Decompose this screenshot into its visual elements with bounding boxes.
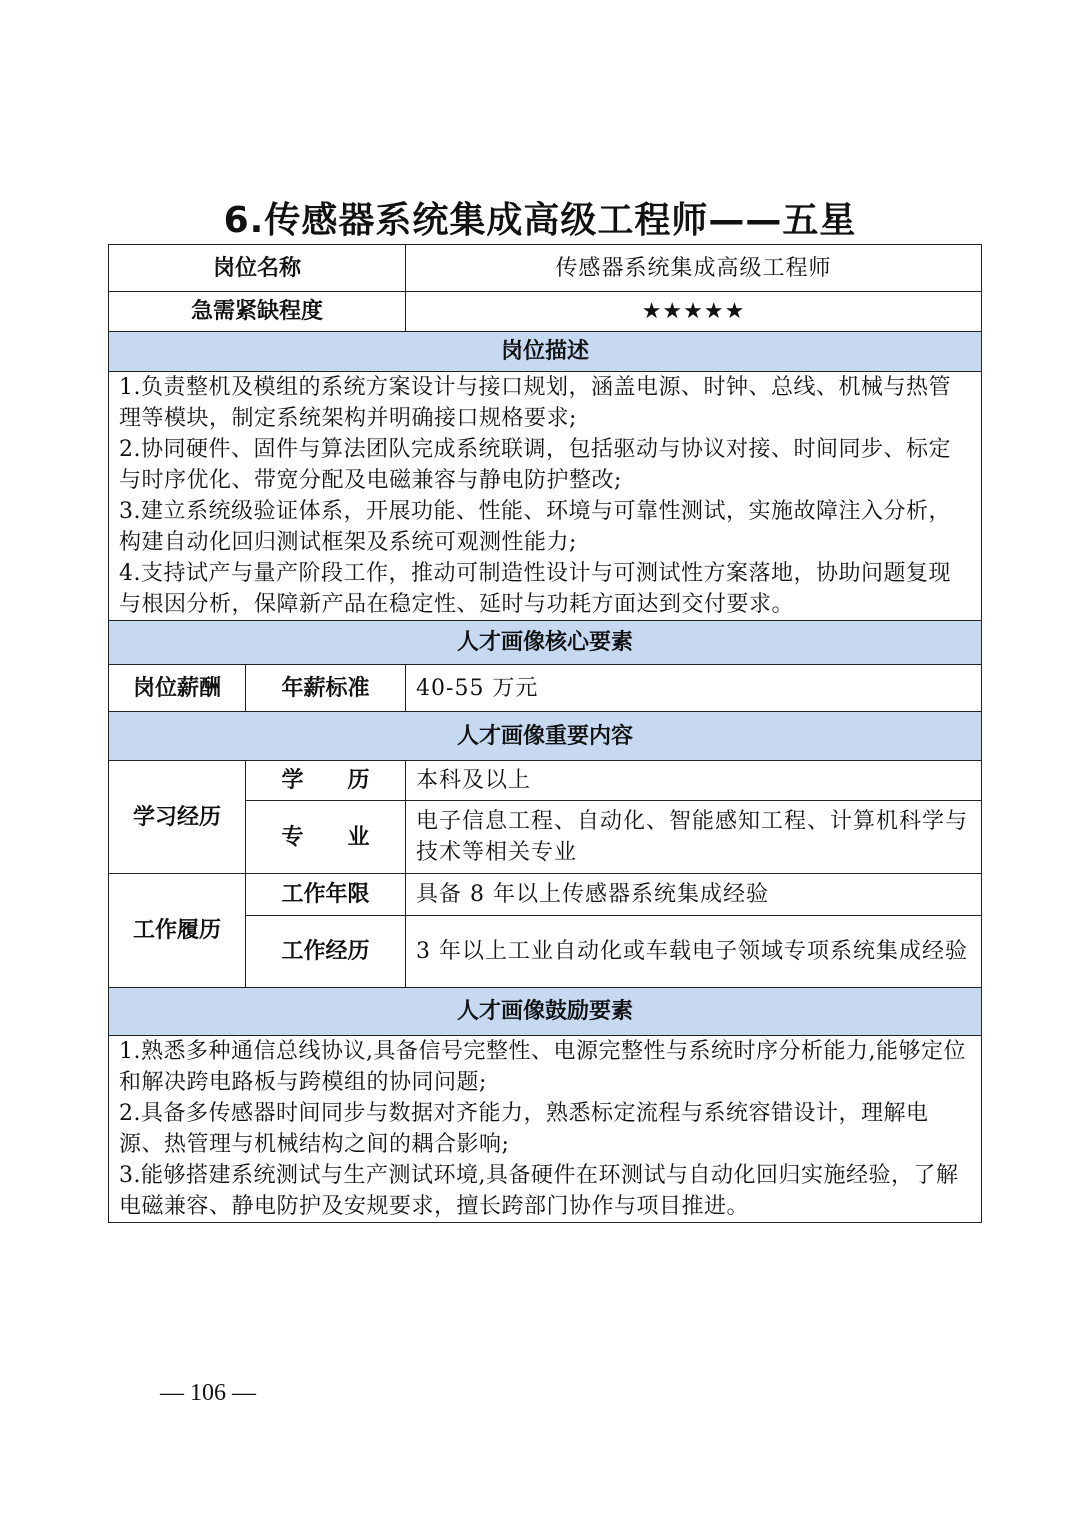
section-encourage: 人才画像鼓励要素	[109, 988, 982, 1036]
section-important-row	[109, 712, 982, 761]
section-encourage-row	[109, 988, 982, 1036]
encourage-row	[109, 1036, 982, 1223]
description-row	[109, 372, 982, 621]
description-item-1: 1.负责整机及模组的系统方案设计与接口规划，涵盖电源、时钟、总线、机械与热管理等模块，制定系统架构并明确接口规格要求;	[119, 375, 951, 431]
work-label: 工作履历	[109, 874, 246, 988]
work-years-value: 具备 8 年以上传感器系统集成经验	[406, 874, 982, 916]
position-name-row	[109, 245, 982, 292]
salary-label: 岗位薪酬	[109, 665, 246, 712]
salary-row	[109, 665, 982, 712]
encourage-item-3: 3.能够搭建系统测试与生产测试环境,具备硬件在环测试与自动化回归实施经验，了解电磁兼容、静电防护及安规要求，擅长跨部门协作与项目推进。	[119, 1163, 959, 1219]
urgency-stars: ★★★★★	[406, 292, 982, 332]
education-label: 学习经历	[109, 761, 246, 874]
work-years-label: 工作年限	[246, 874, 406, 916]
encourage-item-2: 2.具备多传感器时间同步与数据对齐能力，熟悉标定流程与系统容错设计，理解电源、热管理与机械结构之间的耦合影响;	[119, 1101, 929, 1157]
degree-value: 本科及以上	[406, 761, 982, 801]
work-years-row	[109, 874, 982, 916]
description-item-4: 4.支持试产与量产阶段工作，推动可制造性设计与可测试性方案落地，协助问题复现与根因分析，保障新产品在稳定性、延时与功耗方面达到交付要求。	[119, 561, 951, 617]
salary-value: 40-55 万元	[406, 665, 982, 712]
job-profile-table	[108, 244, 982, 1223]
urgency-row	[109, 292, 982, 332]
salary-sublabel: 年薪标准	[246, 665, 406, 712]
section-description-row	[109, 332, 982, 372]
work-experience-label: 工作经历	[246, 916, 406, 988]
position-name-value: 传感器系统集成高级工程师	[406, 245, 982, 292]
encourage-block	[109, 1036, 982, 1223]
encourage-item-1: 1.熟悉多种通信总线协议,具备信号完整性、电源完整性与系统时序分析能力,能够定位和解决跨电路板与跨模组的协同问题;	[119, 1039, 966, 1095]
section-core: 人才画像核心要素	[109, 621, 982, 665]
description-block	[109, 372, 982, 621]
section-description: 岗位描述	[109, 332, 982, 372]
degree-label: 学 历	[246, 761, 406, 801]
major-value: 电子信息工程、自动化、智能感知工程、计算机科学与技术等相关专业	[406, 801, 982, 874]
work-experience-value: 3 年以上工业自动化或车载电子领域专项系统集成经验	[406, 916, 982, 988]
section-important: 人才画像重要内容	[109, 712, 982, 761]
urgency-label: 急需紧缺程度	[109, 292, 406, 332]
education-degree-row	[109, 761, 982, 801]
description-item-3: 3.建立系统级验证体系，开展功能、性能、环境与可靠性测试，实施故障注入分析，构建自动化回归测试框架及系统可观测性能力;	[119, 499, 951, 555]
page-number: — 106 —	[160, 1380, 256, 1406]
major-label: 专 业	[246, 801, 406, 874]
page-title: 6.传感器系统集成高级工程师——五星	[223, 200, 857, 241]
description-item-2: 2.协同硬件、固件与算法团队完成系统联调，包括驱动与协议对接、时间同步、标定与时序优化、带宽分配及电磁兼容与静电防护整改;	[119, 437, 951, 493]
position-name-label: 岗位名称	[109, 245, 406, 292]
section-core-row	[109, 621, 982, 665]
